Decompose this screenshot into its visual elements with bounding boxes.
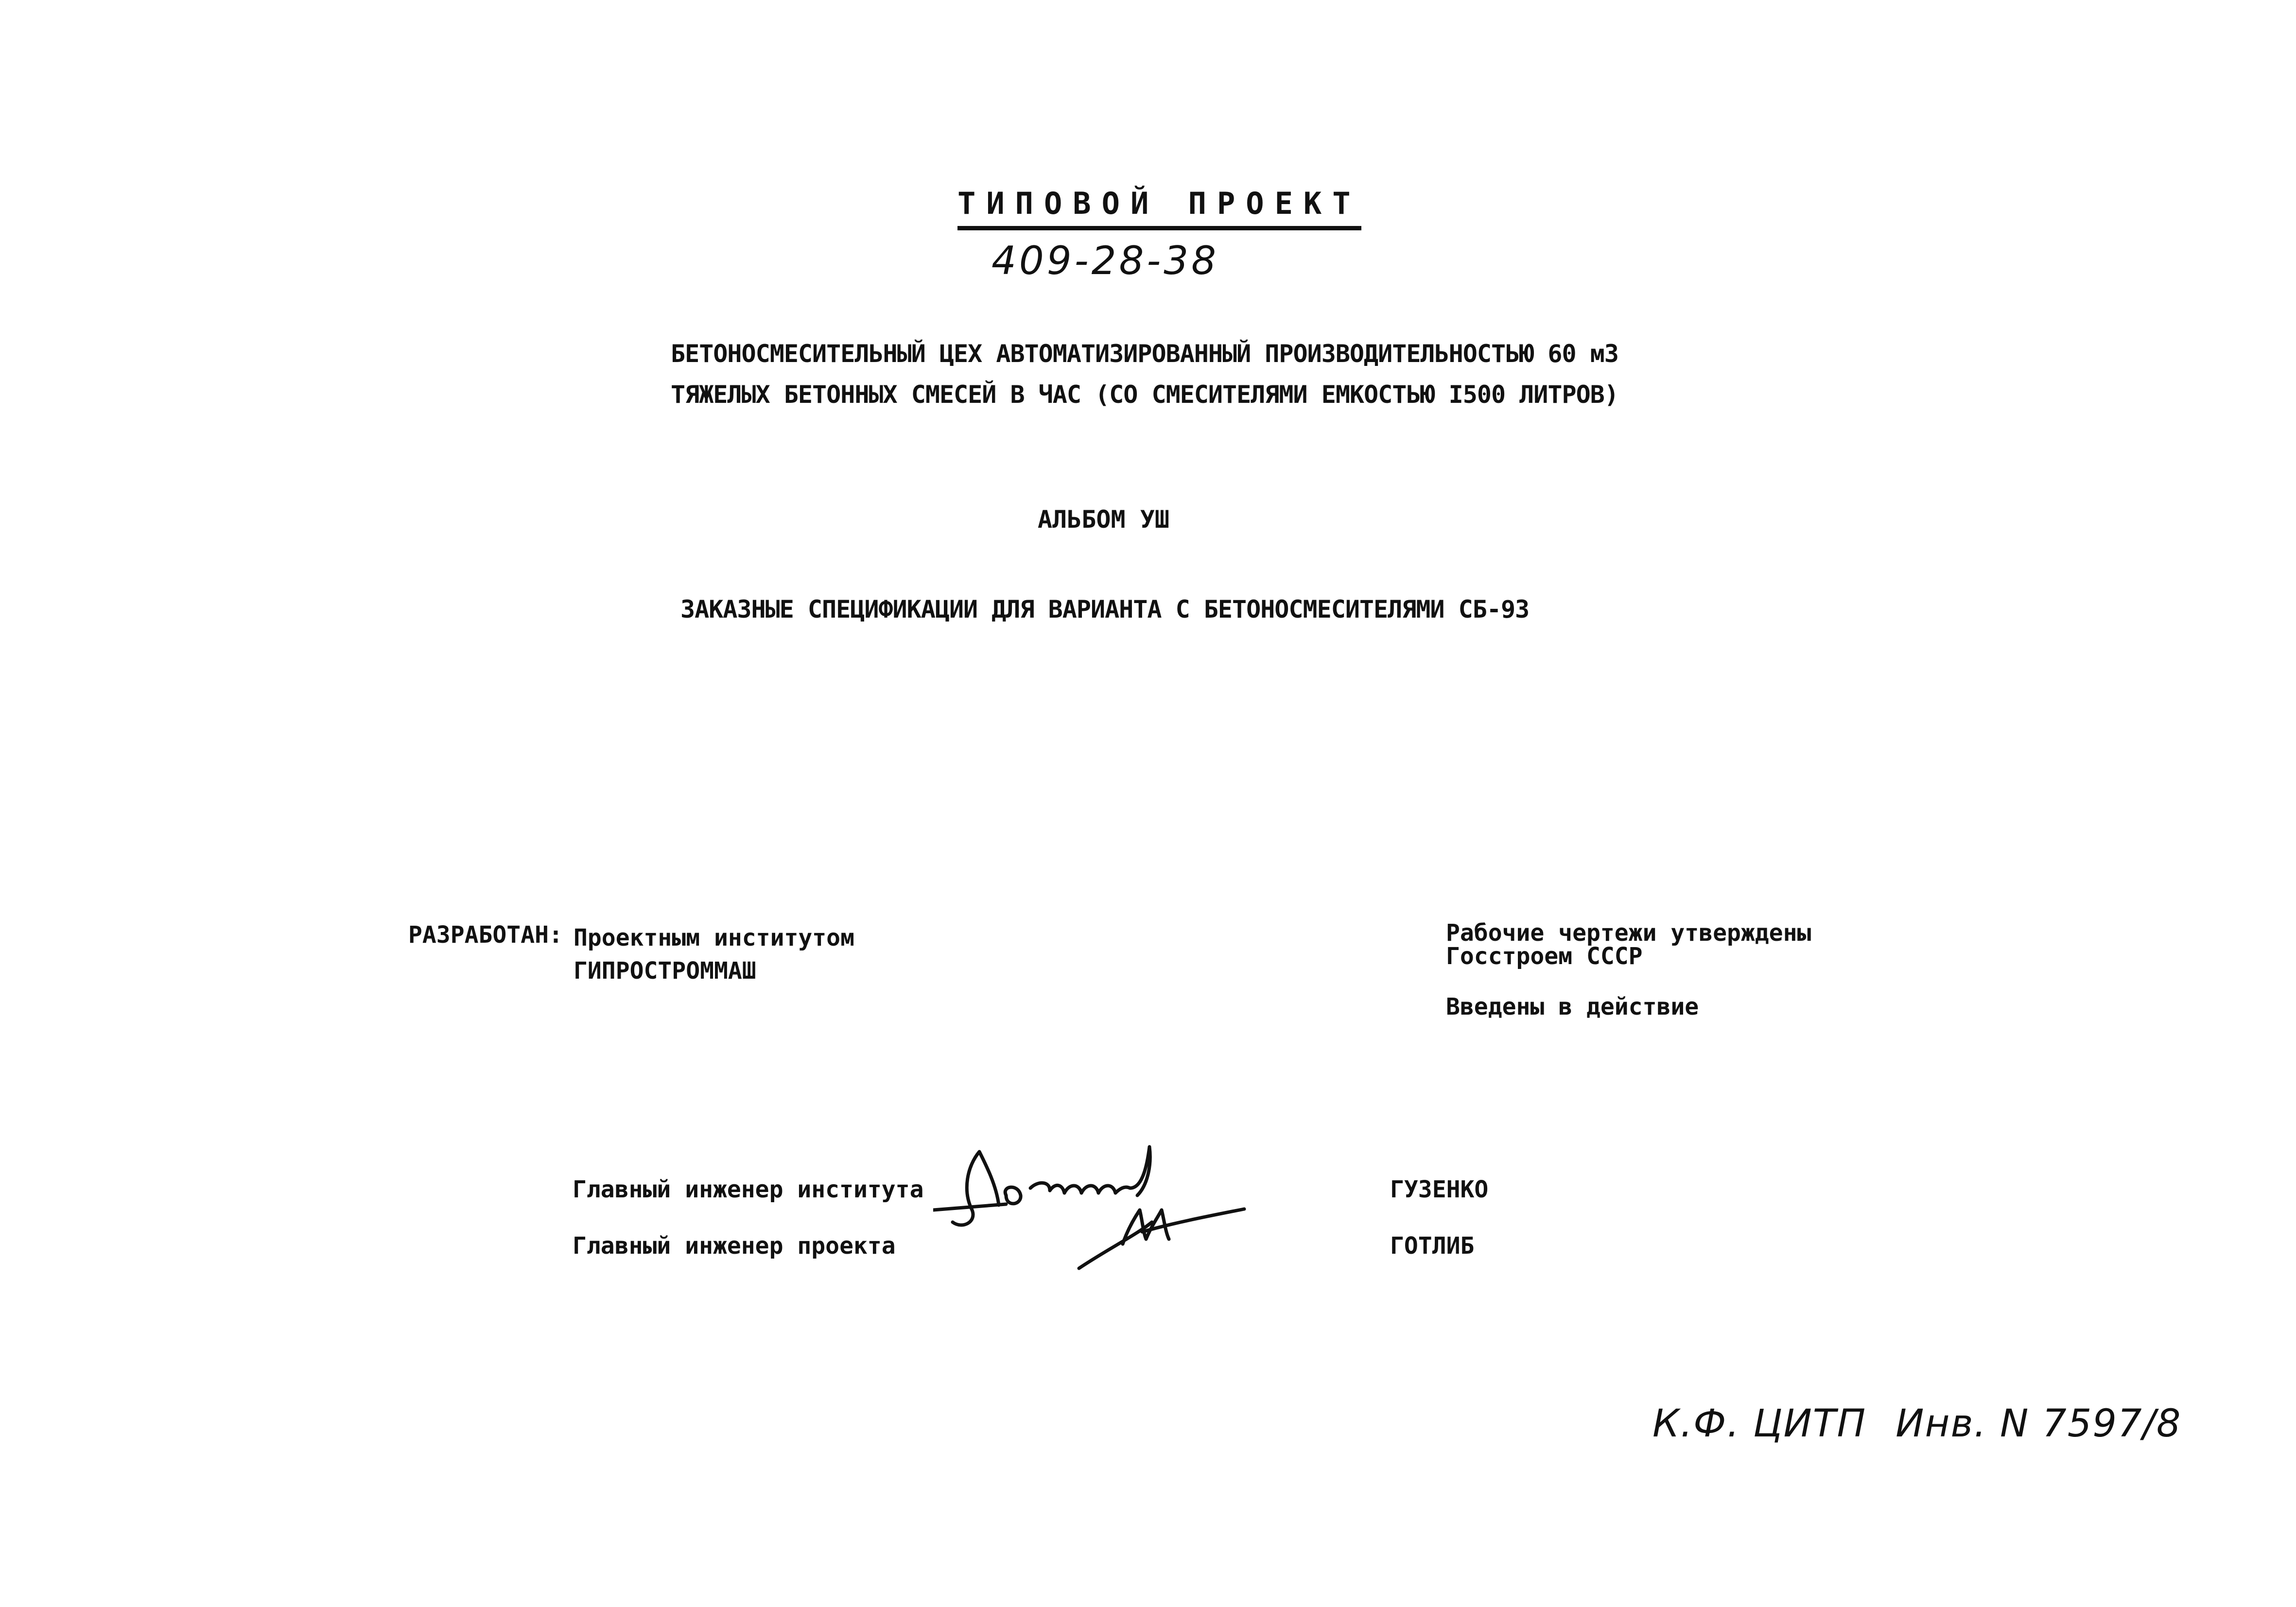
developer-label: РАЗРАБОТАН: bbox=[408, 921, 563, 949]
project-main-title bbox=[671, 333, 1618, 415]
main-title-line-1: БЕТОНОСМЕСИТЕЛЬНЫЙ ЦЕХ АВТОМАТИЗИРОВАННЫЙ ПРОИЗВОДИТЕЛЬНОСТЬЮ 60 м3 bbox=[671, 340, 1618, 368]
project-code: 409-28-38 bbox=[991, 238, 1219, 283]
signature-guzenko-stroke bbox=[933, 1147, 1150, 1225]
archive-inventory-stamp bbox=[1652, 1402, 2211, 1446]
document-type-title: ТИПОВОЙ ПРОЕКТ bbox=[957, 186, 1361, 230]
developer-line-1: Проектным институтом bbox=[574, 924, 854, 951]
handwritten-signatures bbox=[933, 1137, 1269, 1283]
signature-gotlib-stroke bbox=[1079, 1209, 1244, 1268]
archive-org: К.Ф. ЦИТП bbox=[1652, 1402, 1867, 1446]
signatory-name-chief-engineer-institute: ГУЗЕНКО bbox=[1390, 1176, 1489, 1203]
approval-line-1: Рабочие чертежи утверждены bbox=[1446, 919, 1811, 947]
signatory-role-chief-engineer-institute: Главный инженер института bbox=[573, 1176, 924, 1203]
archive-inventory-number: Инв. N 7597/8 bbox=[1896, 1402, 2182, 1446]
main-title-line-2: ТЯЖЕЛЫХ БЕТОННЫХ СМЕСЕЙ В ЧАС (СО СМЕСИТЕЛЯМИ ЕМКОСТЬЮ I500 ЛИТРОВ) bbox=[671, 380, 1618, 409]
approval-line-2: Госстроем СССР bbox=[1446, 943, 1643, 970]
signatory-name-chief-engineer-project: ГОТЛИБ bbox=[1390, 1232, 1475, 1260]
album-subtitle: ЗАКАЗНЫЕ СПЕЦИФИКАЦИИ ДЛЯ ВАРИАНТА С БЕТОНОСМЕСИТЕЛЯМИ СБ-93 bbox=[680, 595, 1530, 623]
approval-line-3: Введены в действие bbox=[1446, 993, 1699, 1020]
developer-organization bbox=[574, 921, 854, 987]
album-title: АЛЬБОМ УШ bbox=[1038, 505, 1169, 534]
signatory-role-chief-engineer-project: Главный инженер проекта bbox=[573, 1232, 896, 1260]
developer-line-2: ГИПРОСТРОММАШ bbox=[574, 957, 756, 985]
approval-block bbox=[1446, 921, 1811, 1019]
